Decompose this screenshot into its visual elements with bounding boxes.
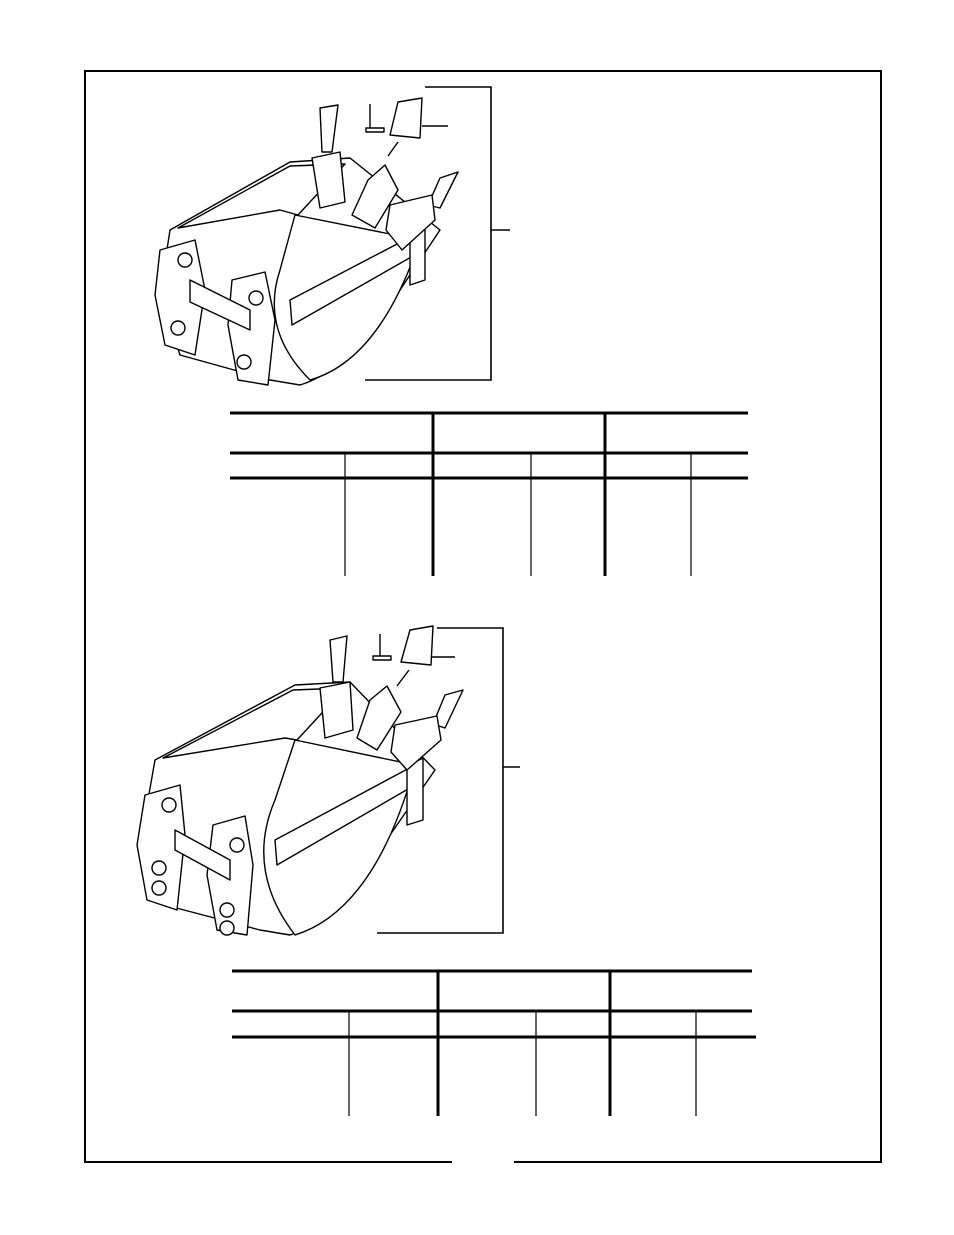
parts-table-1 — [230, 410, 748, 578]
pin-hole-3 — [152, 881, 166, 895]
pin-hole-1 — [178, 253, 192, 267]
pin-hole-3 — [249, 291, 263, 305]
tooth-1 — [312, 105, 345, 208]
pin-hole-4 — [230, 838, 244, 852]
pin-hole-6 — [220, 921, 234, 935]
bucket-illustration-2 — [125, 620, 525, 940]
pin-hole-1 — [162, 798, 176, 812]
pin-hole-2 — [171, 321, 185, 335]
pin-hole-2 — [152, 861, 166, 875]
pin-hole-5 — [220, 903, 234, 917]
tooth-1 — [320, 636, 353, 738]
tooth-3 — [391, 690, 463, 770]
retaining-pin — [373, 656, 391, 660]
retaining-pin — [366, 128, 384, 132]
page-number-gap — [452, 1158, 514, 1168]
pin-hole-4 — [237, 355, 251, 369]
parts-table-2 — [232, 968, 756, 1118]
bucket-illustration-1 — [140, 80, 520, 390]
